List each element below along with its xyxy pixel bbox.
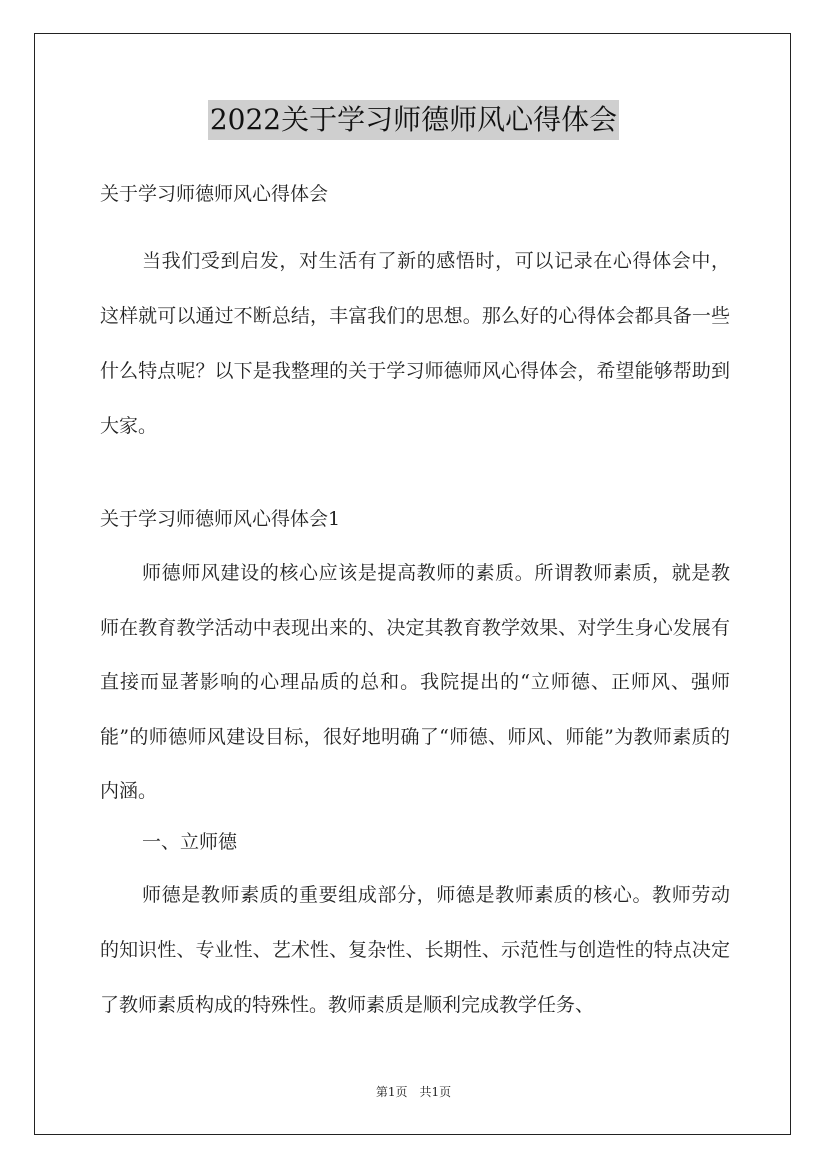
intro-paragraph: 当我们受到启发，对生活有了新的感悟时，可以记录在心得体会中，这样就可以通过不断总结，丰富我们的思想。那么好的心得体会都具备一些什么特点呢？以下是我整理的关于学习师德师风心得体会，希望能够帮助到大家。: [100, 250, 730, 437]
page-footer: 第1页 共1页: [375, 1085, 452, 1099]
document-title: 2022关于学习师德师风心得体会: [208, 100, 619, 140]
item-heading: 一、立师德: [142, 831, 238, 853]
item-paragraph: 师德是教师素质的重要组成部分，师德是教师素质的核心。教师劳动的知识性、专业性、艺术性、复杂性、长期性、示范性与创造性的特点决定了教师素质构成的特殊性。教师素质是顺利完成教学任务、: [100, 884, 730, 1016]
section-heading: 关于学习师德师风心得体会1: [100, 508, 341, 530]
title-container: [0, 100, 827, 140]
section-paragraph: 师德师风建设的核心应该是提高教师的素质。所谓教师素质，就是教师在教育教学活动中表现出来的、决定其教育教学效果、对学生身心发展有直接而显著影响的心理品质的总和。我院提出的“立师德、正师风、强师能”的师德师风建设目标，很好地明确了“师德、师风、师能”为教师素质的内涵。: [100, 562, 730, 802]
document-subtitle: 关于学习师德师风心得体会: [100, 183, 329, 205]
